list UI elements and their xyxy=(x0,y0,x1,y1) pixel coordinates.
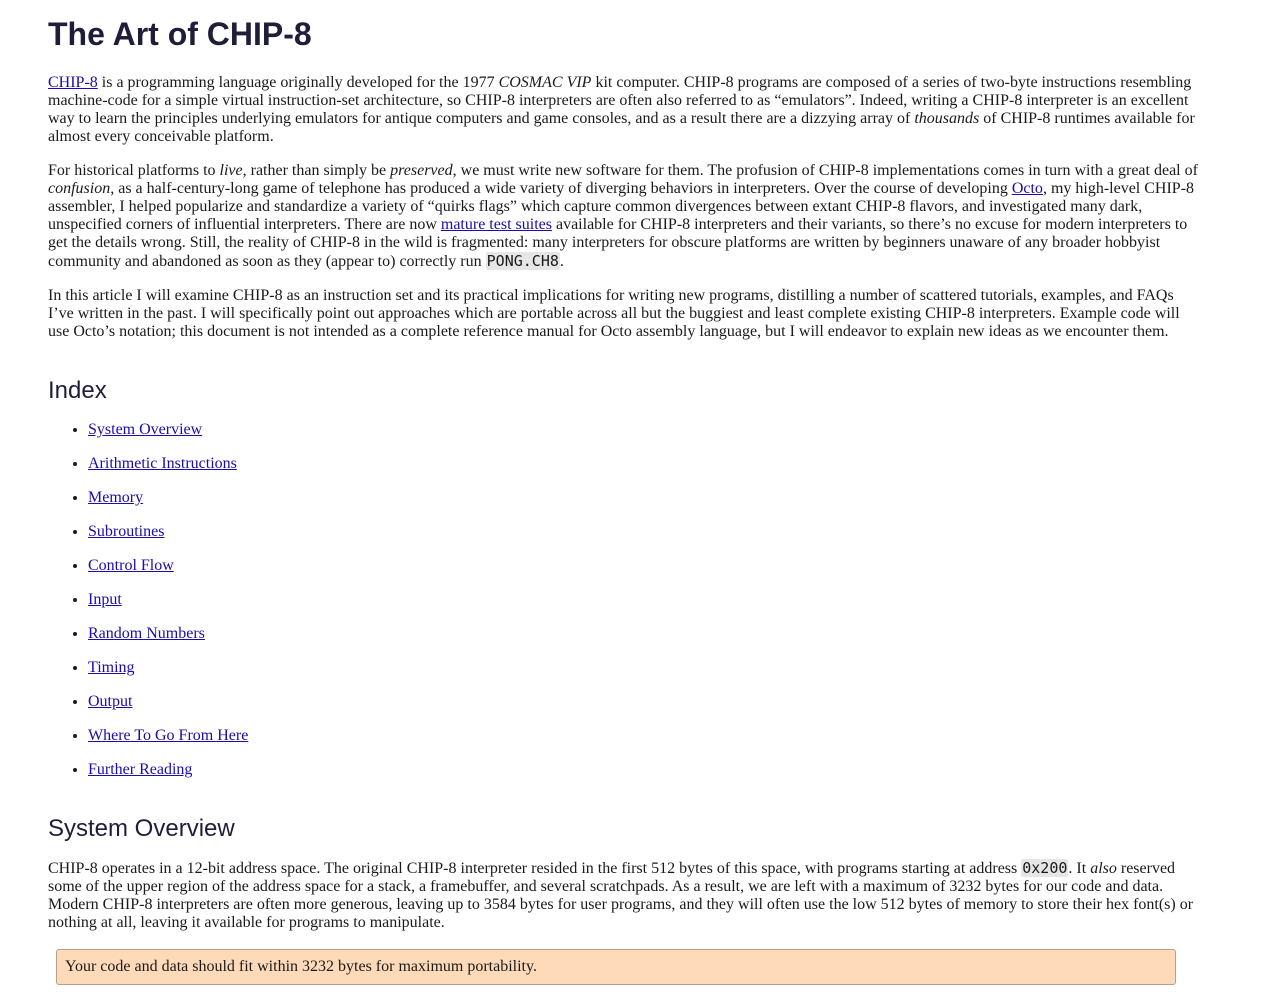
emphasis-live: live xyxy=(219,162,243,179)
intro-paragraph-1 xyxy=(48,74,1200,146)
link-octo[interactable]: Octo xyxy=(1011,180,1043,197)
index-item xyxy=(88,489,1200,507)
index-heading: Index xyxy=(48,377,107,404)
text: is a programming language originally developed for the 1977 xyxy=(97,74,499,91)
index-link-arithmetic-instructions[interactable]: Arithmetic Instructions xyxy=(88,455,237,472)
index-item xyxy=(88,727,1200,745)
index-item xyxy=(88,523,1200,541)
index-item xyxy=(88,693,1200,711)
index-link-output[interactable]: Output xyxy=(88,693,133,710)
system-overview-heading: System Overview xyxy=(48,815,235,842)
text: , we must write new software for them. The profusion of CHIP-8 implementations comes in turn with a great deal of xyxy=(452,162,1198,179)
index-link-input[interactable]: Input xyxy=(88,591,122,608)
index-link-further-reading[interactable]: Further Reading xyxy=(88,761,193,778)
index-link-where-to-go-from-here[interactable]: Where To Go From Here xyxy=(88,727,249,744)
index-item xyxy=(88,761,1200,779)
index-item xyxy=(88,659,1200,677)
index-item xyxy=(88,591,1200,609)
emphasis-preserved: preserved xyxy=(390,162,453,179)
text: For historical platforms to xyxy=(48,162,220,179)
index-item xyxy=(88,455,1200,473)
code-pong-ch8: PONG.CH8 xyxy=(486,252,559,270)
text: reserved some of the upper region of the address space for a stack, a framebuffer, and several scratchpads. As a result, we are left with a maximum of 3232 bytes for our code and data. Modern CHIP-8 interpreters are often more generous, leaving up to 3584 bytes for user programs, and they will often use the low 512 bytes of memory to store their hex font(s) or nothing at all, leaving it available for programs to manipulate. xyxy=(48,860,1194,931)
text: CHIP-8 operates in a 12-bit address space. The original CHIP-8 interpreter resided in the first 512 bytes of this space, with programs starting at address xyxy=(48,860,1022,877)
index-link-random-numbers[interactable]: Random Numbers xyxy=(88,625,205,642)
link-mature-test-suites[interactable]: mature test suites xyxy=(440,216,552,233)
text: , as a half-century-long game of telephone has produced a wide variety of diverging behaviors in interpreters. Over the course of developing xyxy=(110,180,1012,197)
index-link-control-flow[interactable]: Control Flow xyxy=(88,557,174,574)
page-title: The Art of CHIP-8 xyxy=(48,16,312,52)
code-address-0x200: 0x200 xyxy=(1022,859,1068,877)
text: kit computer. CHIP-8 programs are composed of a series of two-byte instructions resembling machine-code for a simple virtual instruction-set architecture, so CHIP-8 interpreters are often also referred to as “emulators”. Indeed, writing a CHIP-8 interpreter is an excellent way to learn the principles underlying emulators for antique computers and game consoles, and as a result there are a dizzying array of xyxy=(48,74,1192,127)
text: of CHIP-8 runtimes available for almost every conceivable platform. xyxy=(48,110,1195,145)
text: , rather than simply be xyxy=(242,162,391,179)
index-list xyxy=(48,421,1200,779)
text: , my high-level CHIP-8 assembler, I helped popularize and standardize a variety of “quirks flags” which capture common divergences between extant CHIP-8 flavors, and investigated many dark, unspecified corners of influential interpreters. There are now xyxy=(48,180,1195,233)
portability-callout: Your code and data should fit within 3232 bytes for maximum portability. xyxy=(56,949,1176,985)
index-link-system-overview[interactable]: System Overview xyxy=(88,421,203,438)
emphasis-thousands: thousands xyxy=(914,110,980,127)
index-link-subroutines[interactable]: Subroutines xyxy=(88,523,165,540)
emphasis-confusion: confusion xyxy=(48,180,111,197)
emphasis-also: also xyxy=(1090,860,1117,877)
text: . xyxy=(559,253,564,270)
index-link-timing[interactable]: Timing xyxy=(88,659,135,676)
link-chip8[interactable]: CHIP-8 xyxy=(48,74,98,91)
emphasis-cosmac-vip: COSMAC VIP xyxy=(498,74,592,91)
index-item xyxy=(88,557,1200,575)
index-link-memory[interactable]: Memory xyxy=(88,489,144,506)
index-item xyxy=(88,421,1200,439)
text: . It xyxy=(1068,860,1091,877)
text: available for CHIP-8 interpreters and their variants, so there’s no excuse for modern interpreters to get the details wrong. Still, the reality of CHIP-8 in the wild is fragmented: many interpreters for obscure platforms are written by beginners unaware of any broader hobbyist community and abandoned as soon as they (appear to) correctly run xyxy=(48,216,1188,270)
index-item xyxy=(88,625,1200,643)
intro-paragraph-3: In this article I will examine CHIP-8 as an instruction set and its practical implications for writing new programs, distilling a number of scattered tutorials, examples, and FAQs I’ve written in the past. I will specifically point out approaches which are portable across all but the buggiest and least complete existing CHIP-8 interpreters. Example code will use Octo’s notation; this document is not intended as a complete reference manual for Octo assembly language, but I will endeavor to explain new ideas as we encounter them. xyxy=(48,287,1180,340)
intro-paragraph-2 xyxy=(48,162,1200,271)
system-overview-paragraph xyxy=(48,859,1200,932)
